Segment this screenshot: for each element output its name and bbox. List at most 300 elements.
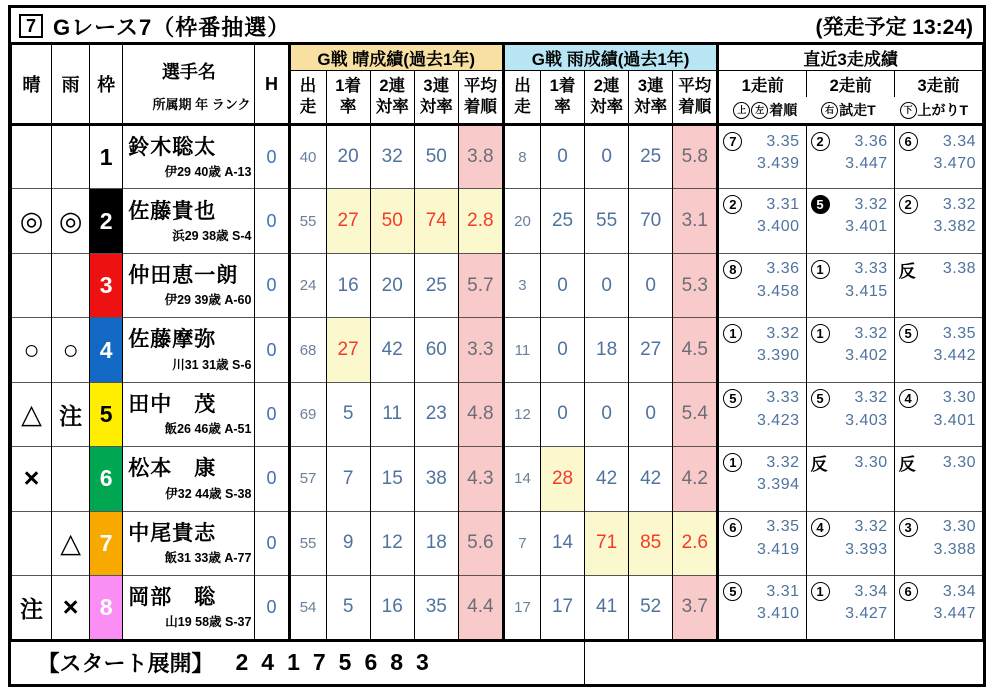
sunny-mark-cell — [12, 576, 52, 640]
stat-col-line2: 対率 — [375, 98, 409, 116]
sunny-stat-cell: 57 — [289, 447, 326, 511]
rainy-stat-cell: 3 — [503, 253, 540, 317]
recent-legend-item — [733, 100, 797, 120]
rainy-stat-cell: 4.5 — [673, 318, 718, 382]
sunny-stat-cell: 5 — [326, 576, 370, 640]
trial-time: 3.32 — [942, 195, 976, 213]
rainy-stat-col-header — [585, 71, 629, 125]
recent-col-label: 3走前 — [894, 71, 982, 97]
handicap-cell: 0 — [255, 382, 289, 446]
lap-time: 3.447 — [933, 605, 976, 623]
finish-rank-badge: 1 — [723, 453, 742, 472]
lap-time: 3.415 — [845, 282, 888, 300]
frame-number-cell: 8 — [90, 576, 123, 640]
rainy-mark-cell — [52, 318, 90, 382]
lap-time — [899, 476, 976, 494]
recent-top-line — [811, 518, 888, 537]
recent-result-cell — [894, 189, 982, 253]
rainy-stat-cell: 5.8 — [673, 125, 718, 189]
trial-time: 3.30 — [942, 518, 976, 536]
trial-time: 3.32 — [854, 324, 888, 342]
finish-rank-badge: 5 — [811, 389, 830, 408]
trial-time: 3.36 — [854, 132, 888, 150]
lap-time: 3.400 — [756, 218, 800, 236]
group-header-recent: 直近3走成績 — [718, 44, 983, 71]
recent-col-row — [719, 71, 982, 97]
stat-col-line2: 対率 — [634, 98, 668, 116]
sunny-stat-cell: 32 — [370, 125, 414, 189]
lap-time: 3.382 — [933, 218, 976, 236]
rainy-stat-cell: 52 — [629, 576, 673, 640]
sunny-stat-cell: 27 — [326, 318, 370, 382]
racer-affiliation: 山19 58歳 S-37 — [165, 614, 252, 629]
recent-result-cell — [894, 447, 982, 511]
circled-char-icon: 左 — [751, 102, 768, 119]
rainy-stat-col-header — [673, 71, 718, 125]
recent-result-cell — [894, 253, 982, 317]
rainy-mark-cell — [52, 576, 90, 640]
finish-rank-badge: 4 — [811, 518, 830, 537]
handicap-cell: 0 — [255, 318, 289, 382]
handicap-cell: 0 — [255, 125, 289, 189]
stat-col-line1: 出 — [299, 77, 317, 96]
rainy-stat-cell: 0 — [629, 382, 673, 446]
racer-affiliation: 伊29 40歳 A-13 — [164, 164, 252, 179]
sunny-mark-cell — [12, 382, 52, 446]
recent-top-line — [723, 453, 799, 472]
recent-col-label: 2走前 — [806, 71, 894, 97]
rainy-stat-cell: 4.2 — [673, 447, 718, 511]
stat-col-line1: 3連 — [423, 77, 450, 96]
recent-result-cell — [894, 576, 982, 640]
trial-time: 3.34 — [942, 582, 976, 600]
sunny-stat-col-header — [458, 71, 503, 125]
recent-result-cell — [718, 576, 806, 640]
finish-rank-badge: 1 — [811, 260, 830, 279]
lap-time: 3.442 — [933, 347, 976, 365]
sunny-stat-cell: 69 — [289, 382, 326, 446]
lap-time: 3.427 — [845, 605, 888, 623]
rainy-stat-cell: 0 — [540, 382, 584, 446]
recent-result-cell — [806, 189, 894, 253]
racer-affiliation: 飯31 33歳 A-77 — [164, 550, 252, 565]
stat-col-line1: 出 — [514, 77, 531, 96]
rainy-mark: △ — [60, 527, 81, 558]
racer-name: 仲田恵一朗 — [128, 264, 239, 287]
trial-time: 3.32 — [766, 453, 800, 471]
stat-col-line2: 対率 — [590, 98, 624, 116]
rainy-stat-cell: 5.4 — [673, 382, 718, 446]
stat-col-line1: 1着 — [549, 77, 576, 96]
rainy-stat-col-header — [540, 71, 584, 125]
racer-row — [12, 253, 983, 317]
trial-time: 3.32 — [854, 518, 888, 536]
rainy-stat-cell: 20 — [503, 189, 540, 253]
recent-top-line — [811, 260, 888, 279]
lap-time: 3.393 — [845, 540, 888, 558]
recent-result-cell — [806, 447, 894, 511]
col-header-handicap: H — [255, 44, 289, 125]
rainy-mark-cell — [52, 382, 90, 446]
lap-time: 3.419 — [756, 540, 800, 558]
racer-affiliation: 伊29 39歳 A-60 — [164, 293, 252, 308]
finish-rank-badge: 2 — [723, 195, 742, 214]
frame-number-cell: 1 — [90, 125, 123, 189]
recent-result-cell — [894, 511, 982, 575]
recent-col-label: 1走前 — [741, 77, 784, 95]
rainy-stat-cell: 71 — [585, 511, 629, 575]
finish-rank-badge: 5 — [899, 324, 918, 343]
trial-time: 3.36 — [766, 260, 800, 278]
rainy-stat-cell: 3.1 — [673, 189, 718, 253]
rainy-stat-col-header — [629, 71, 673, 125]
sunny-stat-cell: 5 — [326, 382, 370, 446]
recent-top-line — [810, 453, 888, 475]
col-header-rainy-mark: 雨 — [52, 44, 90, 125]
recent-top-line — [723, 132, 799, 151]
racer-row — [12, 511, 983, 575]
recent-result-cell — [806, 125, 894, 189]
rainy-stat-cell: 70 — [629, 189, 673, 253]
stat-col-line1: 平均 — [678, 77, 712, 96]
stat-col-line1: 2連 — [379, 77, 406, 96]
stat-col-line1: 3連 — [637, 77, 664, 96]
trial-time: 3.34 — [942, 132, 976, 150]
recent-top-line — [811, 132, 888, 151]
stat-col-line2: 着順 — [463, 98, 497, 116]
col-header-sunny-mark: 晴 — [12, 44, 52, 125]
group-header-sunny: G戦 晴成績(過去1年) — [289, 44, 503, 71]
stat-col-line2: 率 — [339, 98, 357, 116]
recent-top-line — [811, 389, 888, 408]
trial-time: 3.32 — [854, 389, 888, 407]
recent-legend-label: 着順 — [769, 102, 798, 118]
rainy-stat-cell: 0 — [585, 253, 629, 317]
trial-time: 3.30 — [942, 389, 976, 407]
rainy-stat-cell: 25 — [629, 125, 673, 189]
rainy-stat-cell: 0 — [540, 253, 584, 317]
handicap-cell: 0 — [255, 511, 289, 575]
rainy-stat-cell: 42 — [629, 447, 673, 511]
col-header-name-label: 選手名 — [161, 61, 216, 82]
sunny-stat-cell: 50 — [370, 189, 414, 253]
racer-name: 松本 康 — [128, 457, 217, 481]
recent-top-line — [899, 260, 976, 279]
recent-col-headers — [718, 71, 983, 125]
rainy-mark: ◎ — [58, 205, 83, 236]
recent-result-cell — [718, 189, 806, 253]
finish-rank-badge: 6 — [899, 132, 918, 151]
col-header-frame: 枠 — [90, 44, 123, 125]
racer-row — [12, 576, 983, 640]
racer-affiliation: 伊32 44歳 S-38 — [165, 486, 252, 501]
rainy-mark-cell — [52, 447, 90, 511]
stat-col-line1: 1着 — [335, 77, 361, 96]
finish-rank-badge: 3 — [899, 518, 918, 537]
racer-row — [12, 189, 983, 253]
stat-col-line2: 走 — [299, 98, 317, 116]
sunny-stat-cell: 20 — [370, 253, 414, 317]
racer-row — [12, 318, 983, 382]
recent-result-cell — [718, 447, 806, 511]
rainy-stat-cell: 5.3 — [673, 253, 718, 317]
recent-top-line — [899, 195, 976, 214]
racer-name: 鈴木聡太 — [128, 135, 217, 159]
trial-time: 3.31 — [766, 582, 800, 600]
finish-rank-badge: 反 — [898, 455, 916, 475]
racer-name-cell — [123, 318, 255, 382]
handicap-cell: 0 — [255, 189, 289, 253]
circled-char-icon: 下 — [900, 102, 917, 119]
trial-time: 3.35 — [942, 324, 976, 342]
recent-legend-label: 上がりT — [917, 102, 969, 118]
recent-legend-item — [900, 100, 969, 120]
rainy-mark-cell — [52, 189, 90, 253]
racer-affiliation: 飯26 46歳 A-51 — [164, 422, 252, 437]
stat-col-line1: 2連 — [593, 77, 620, 96]
finish-rank-badge: 2 — [811, 132, 830, 151]
recent-top-line — [899, 132, 976, 151]
recent-top-line — [723, 260, 799, 279]
sunny-stat-cell: 55 — [289, 189, 326, 253]
rainy-mark: 注 — [59, 402, 83, 429]
rainy-stat-cell: 2.6 — [673, 511, 718, 575]
rainy-stat-cell: 0 — [585, 382, 629, 446]
recent-top-line — [723, 582, 799, 601]
sunny-stat-cell: 15 — [370, 447, 414, 511]
rainy-stat-cell: 27 — [629, 318, 673, 382]
col-header-name-sub: 所属期 年 ランク — [152, 96, 251, 112]
stat-col-line1: 平均 — [463, 77, 497, 96]
recent-legend-row — [719, 97, 982, 123]
recent-top-line — [899, 389, 976, 408]
sunny-stat-cell: 38 — [414, 447, 458, 511]
racer-name-cell — [123, 253, 255, 317]
racer-name: 中尾貴志 — [128, 521, 217, 545]
trial-time: 3.30 — [854, 453, 888, 471]
lap-time: 3.388 — [933, 540, 976, 558]
lap-time: 3.439 — [756, 155, 800, 172]
racer-row — [12, 125, 983, 189]
recent-top-line — [899, 582, 976, 601]
sunny-stat-cell: 12 — [370, 511, 414, 575]
finish-rank-badge: 7 — [723, 132, 742, 151]
sunny-stat-col-header — [370, 71, 414, 125]
sunny-stat-cell: 55 — [289, 511, 326, 575]
finish-rank-badge: 4 — [899, 389, 918, 408]
sunny-stat-cell: 2.8 — [458, 189, 503, 253]
frame-number-cell: 2 — [90, 189, 123, 253]
racer-name: 佐藤貴也 — [128, 199, 217, 223]
rainy-mark-cell — [52, 253, 90, 317]
recent-top-line — [811, 195, 888, 214]
lap-time: 3.447 — [845, 155, 888, 172]
sunny-stat-cell: 50 — [414, 125, 458, 189]
rainy-stat-cell: 7 — [503, 511, 540, 575]
rainy-stat-cell: 41 — [585, 576, 629, 640]
sunny-stat-cell: 16 — [370, 576, 414, 640]
rainy-mark-cell — [52, 511, 90, 575]
trial-time: 3.35 — [766, 132, 800, 150]
racer-row — [12, 382, 983, 446]
stat-col-line2: 走 — [514, 98, 531, 116]
sunny-mark: × — [23, 463, 40, 494]
recent-top-line — [898, 453, 976, 475]
lap-time — [899, 283, 976, 301]
racer-name-cell — [123, 189, 255, 253]
recent-result-cell — [718, 253, 806, 317]
frame-number-cell: 7 — [90, 511, 123, 575]
rainy-stat-cell: 3.7 — [673, 576, 718, 640]
sunny-stat-cell: 4.8 — [458, 382, 503, 446]
recent-top-line — [899, 324, 976, 343]
sunny-stat-cell: 3.8 — [458, 125, 503, 189]
lap-time: 3.401 — [933, 411, 976, 429]
racer-name: 田中 茂 — [128, 392, 217, 416]
sunny-stat-col-header — [326, 71, 370, 125]
lap-time: 3.402 — [845, 347, 888, 365]
racer-name-cell — [123, 447, 255, 511]
rainy-stat-cell: 85 — [629, 511, 673, 575]
finish-rank-badge: 反 — [810, 455, 828, 475]
sunny-stat-cell: 25 — [414, 253, 458, 317]
rainy-stat-cell: 0 — [540, 318, 584, 382]
start-lineup-value: 24175683 — [235, 649, 442, 676]
rainy-stat-cell: 0 — [629, 253, 673, 317]
lap-time: 3.470 — [933, 155, 976, 172]
rainy-mark-cell — [52, 125, 90, 189]
sunny-stat-cell: 3.3 — [458, 318, 503, 382]
sunny-stat-cell: 54 — [289, 576, 326, 640]
rainy-stat-cell: 42 — [585, 447, 629, 511]
sunny-stat-cell: 24 — [289, 253, 326, 317]
trial-time: 3.33 — [766, 389, 800, 407]
sunny-stat-cell: 74 — [414, 189, 458, 253]
recent-result-cell — [894, 318, 982, 382]
start-time: (発走予定 13:24) — [815, 16, 973, 39]
sunny-mark-cell — [12, 318, 52, 382]
frame-number-cell: 5 — [90, 382, 123, 446]
sunny-mark-cell — [12, 125, 52, 189]
rainy-stat-cell: 0 — [585, 125, 629, 189]
rainy-stat-cell: 0 — [540, 125, 584, 189]
sunny-mark-cell — [12, 253, 52, 317]
sunny-stat-cell: 27 — [326, 189, 370, 253]
finish-rank-badge: 6 — [723, 518, 742, 537]
rainy-stat-cell: 18 — [585, 318, 629, 382]
sunny-stat-cell: 4.4 — [458, 576, 503, 640]
recent-top-line — [723, 518, 799, 537]
sunny-stat-cell: 42 — [370, 318, 414, 382]
lap-time: 3.394 — [756, 476, 800, 494]
recent-top-line — [723, 324, 799, 343]
sunny-mark: 注 — [20, 595, 44, 622]
trial-time: 3.38 — [942, 260, 976, 278]
recent-result-cell — [806, 253, 894, 317]
finish-rank-badge: 5 — [723, 582, 742, 601]
lap-time: 3.401 — [845, 218, 888, 236]
sunny-stat-cell: 18 — [414, 511, 458, 575]
racer-name-cell — [123, 125, 255, 189]
rainy-stat-col-header — [503, 71, 540, 125]
trial-time: 3.30 — [942, 453, 976, 471]
sunny-mark: ○ — [23, 334, 40, 365]
trial-time: 3.32 — [854, 195, 888, 213]
recent-top-line — [723, 389, 799, 408]
recent-top-line — [723, 195, 799, 214]
recent-result-cell — [894, 125, 982, 189]
racer-name-cell — [123, 511, 255, 575]
finish-rank-badge: 5 — [723, 389, 742, 408]
recent-result-cell — [894, 382, 982, 446]
finish-rank-badge: 反 — [898, 261, 916, 281]
lap-time: 3.410 — [756, 605, 800, 623]
recent-legend-label: 試走T — [839, 102, 876, 118]
recent-top-line — [811, 324, 888, 343]
recent-result-cell — [806, 511, 894, 575]
recent-top-line — [899, 518, 976, 537]
lap-time: 3.403 — [845, 411, 888, 429]
sunny-stat-cell: 9 — [326, 511, 370, 575]
race-number-badge: 7 — [19, 14, 43, 38]
frame-number-cell: 3 — [90, 253, 123, 317]
frame-number-cell: 6 — [90, 447, 123, 511]
racer-name-cell — [123, 382, 255, 446]
rainy-stat-cell: 25 — [540, 189, 584, 253]
rainy-stat-cell: 12 — [503, 382, 540, 446]
racer-name: 岡部 聡 — [128, 585, 217, 609]
rainy-stat-cell: 11 — [503, 318, 540, 382]
trial-time: 3.32 — [766, 324, 800, 342]
frame-number-cell: 4 — [90, 318, 123, 382]
racer-name-cell — [123, 576, 255, 640]
recent-top-line — [811, 582, 888, 601]
sunny-stat-cell: 40 — [289, 125, 326, 189]
titlebar — [11, 8, 983, 42]
racer-row — [12, 447, 983, 511]
sunny-stat-col-header — [289, 71, 326, 125]
finish-rank-badge: 1 — [723, 324, 742, 343]
trial-time: 3.35 — [766, 518, 800, 536]
recent-result-cell — [718, 318, 806, 382]
finish-rank-badge: 2 — [899, 195, 918, 214]
trial-time: 3.31 — [766, 195, 800, 213]
footer-row — [12, 640, 983, 684]
start-lineup-label: 【スタート展開】 — [37, 651, 214, 677]
race-table — [11, 42, 983, 684]
racer-name: 佐藤摩弥 — [128, 328, 217, 352]
sunny-stat-cell: 7 — [326, 447, 370, 511]
lap-time — [811, 476, 888, 494]
rainy-mark: × — [62, 591, 79, 622]
race-card — [8, 5, 986, 687]
circled-char-icon: 右 — [821, 102, 838, 119]
footer-empty-cell — [585, 640, 983, 684]
sunny-stat-col-header — [414, 71, 458, 125]
lap-time: 3.390 — [756, 347, 800, 365]
trial-time: 3.33 — [854, 260, 888, 278]
sunny-mark: ◎ — [19, 205, 44, 236]
sunny-stat-cell: 35 — [414, 576, 458, 640]
rainy-stat-cell: 8 — [503, 125, 540, 189]
sunny-stat-cell: 4.3 — [458, 447, 503, 511]
rainy-stat-cell: 55 — [585, 189, 629, 253]
group-header-rainy: G戦 雨成績(過去1年) — [503, 44, 717, 71]
recent-result-cell — [718, 125, 806, 189]
rainy-stat-cell: 14 — [503, 447, 540, 511]
sunny-mark: △ — [21, 398, 42, 429]
recent-result-cell — [806, 318, 894, 382]
